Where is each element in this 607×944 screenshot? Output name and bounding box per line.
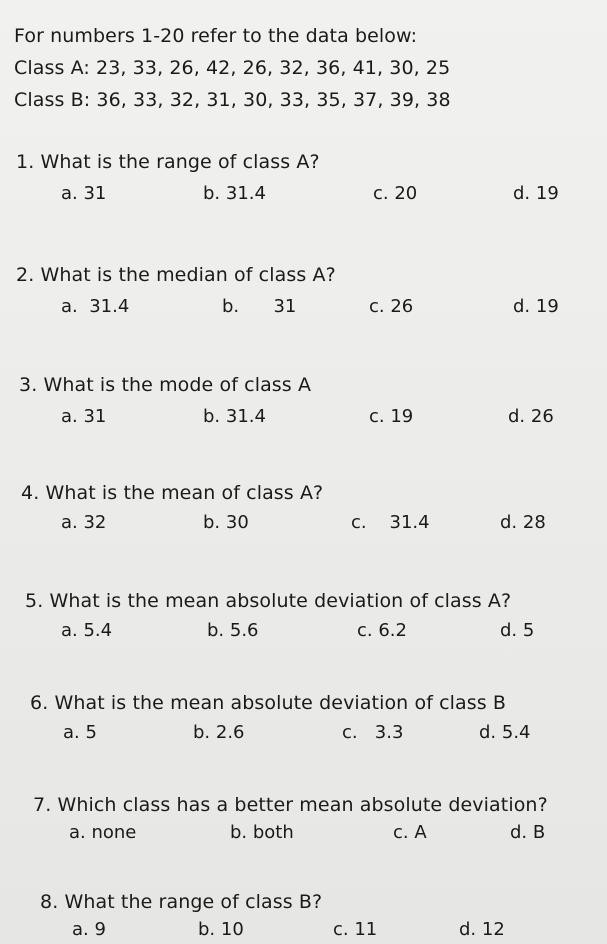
question-3-option-d[interactable]: d. 26 xyxy=(508,406,554,427)
question-1-option-b[interactable]: b. 31.4 xyxy=(203,183,266,204)
question-4-text: 4. What is the mean of class A? xyxy=(21,482,324,504)
question-7-option-d[interactable]: d. B xyxy=(510,822,546,843)
question-8-option-b[interactable]: b. 10 xyxy=(198,919,244,940)
question-5-option-a[interactable]: a. 5.4 xyxy=(61,620,113,641)
question-7-option-b[interactable]: b. both xyxy=(230,822,294,843)
class-a-data: Class A: 23, 33, 26, 42, 26, 32, 36, 41, 30, 25 xyxy=(14,57,451,79)
question-1-option-d[interactable]: d. 19 xyxy=(513,183,559,204)
question-2-option-c[interactable]: c. 26 xyxy=(369,296,414,317)
class-b-data: Class B: 36, 33, 32, 31, 30, 33, 35, 37, 39, 38 xyxy=(14,89,451,111)
question-1-text: 1. What is the range of class A? xyxy=(16,151,320,173)
question-8-text: 8. What the range of class B? xyxy=(40,891,323,913)
question-3-option-c[interactable]: c. 19 xyxy=(369,406,414,427)
question-8-option-c[interactable]: c. 11 xyxy=(333,919,378,940)
question-6-option-a[interactable]: a. 5 xyxy=(63,722,97,743)
question-5-option-b[interactable]: b. 5.6 xyxy=(207,620,259,641)
question-7-option-c[interactable]: c. A xyxy=(393,822,427,843)
question-4-option-b[interactable]: b. 30 xyxy=(203,512,249,533)
question-8-option-d[interactable]: d. 12 xyxy=(459,919,505,940)
question-3-option-a[interactable]: a. 31 xyxy=(61,406,107,427)
question-7-text: 7. Which class has a better mean absolute deviation? xyxy=(33,794,548,816)
question-4-option-c[interactable]: c. 31.4 xyxy=(351,512,430,533)
question-1-option-c[interactable]: c. 20 xyxy=(373,183,418,204)
question-5-option-c[interactable]: c. 6.2 xyxy=(357,620,407,641)
question-1-option-a[interactable]: a. 31 xyxy=(61,183,107,204)
question-7-option-a[interactable]: a. none xyxy=(69,822,137,843)
question-4-option-a[interactable]: a. 32 xyxy=(61,512,107,533)
question-2-text: 2. What is the median of class A? xyxy=(16,264,336,286)
question-2-option-d[interactable]: d. 19 xyxy=(513,296,559,317)
question-2-option-a[interactable]: a. 31.4 xyxy=(61,296,130,317)
question-3-text: 3. What is the mode of class A xyxy=(19,374,312,396)
question-6-option-d[interactable]: d. 5.4 xyxy=(479,722,531,743)
question-5-option-d[interactable]: d. 5 xyxy=(500,620,535,641)
question-3-option-b[interactable]: b. 31.4 xyxy=(203,406,266,427)
question-5-text: 5. What is the mean absolute deviation of class A? xyxy=(25,590,512,612)
question-4-option-d[interactable]: d. 28 xyxy=(500,512,546,533)
question-8-option-a[interactable]: a. 9 xyxy=(72,919,106,940)
question-2-option-b[interactable]: b. 31 xyxy=(222,296,297,317)
intro-text: For numbers 1-20 refer to the data below: xyxy=(14,25,418,47)
question-6-option-b[interactable]: b. 2.6 xyxy=(193,722,245,743)
question-6-text: 6. What is the mean absolute deviation of class B xyxy=(30,692,507,714)
question-6-option-c[interactable]: c. 3.3 xyxy=(342,722,404,743)
